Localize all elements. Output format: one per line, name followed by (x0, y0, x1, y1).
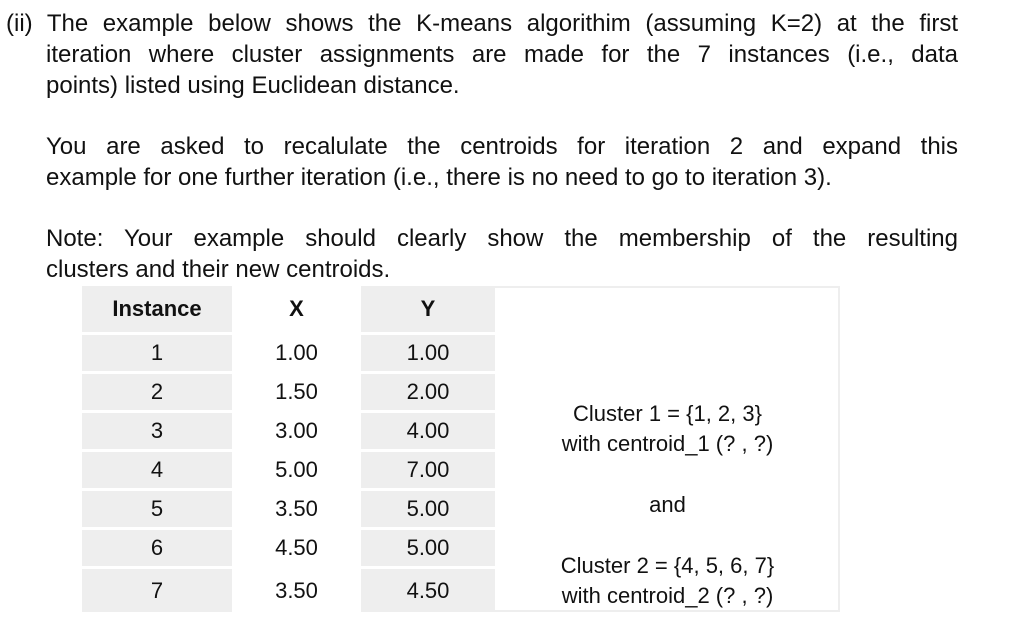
row-2-instance: 2 (82, 374, 232, 410)
cluster-2-members: Cluster 2 = {4, 5, 6, 7} (560, 553, 775, 578)
paragraph-1-line-1: (ii) The example below shows the K-means algorithim (assuming K=2) at the first (6, 10, 958, 37)
kmeans-table (82, 286, 840, 612)
row-2-y: 2.00 (361, 374, 495, 410)
row-5-y: 5.00 (361, 491, 495, 527)
row-4-x: 5.00 (275, 457, 318, 482)
row-6-y: 5.00 (361, 530, 495, 566)
paragraph-2-line-1: You are asked to recalulate the centroids for iteration 2 and expand this (46, 133, 958, 160)
paragraph-3-line-1: Note: Your example should clearly show the membership of the resulting (46, 225, 958, 252)
cluster-1-members: Cluster 1 = {1, 2, 3} (573, 401, 762, 426)
row-3-y: 4.00 (361, 413, 495, 449)
question-paragraph-3 (0, 223, 958, 285)
paragraph-3-line-2: clusters and their new centroids. (46, 256, 391, 283)
row-5-x: 3.50 (275, 496, 318, 521)
header-y: Y (361, 286, 495, 332)
header-x: X (289, 296, 304, 321)
paragraph-1-line-2: iteration where cluster assignments are made for the 7 instances (i.e., data (46, 41, 958, 68)
row-6-instance: 6 (82, 530, 232, 566)
question-paragraph-2 (0, 131, 958, 193)
row-1-instance: 1 (82, 335, 232, 371)
paragraph-2-line-2: example for one further iteration (i.e., there is no need to go to iteration 3). (46, 164, 832, 191)
header-instance: Instance (82, 286, 232, 332)
row-3-x: 3.00 (275, 418, 318, 443)
row-3-instance: 3 (82, 413, 232, 449)
row-7-instance: 7 (82, 569, 232, 612)
row-6-x: 4.50 (275, 535, 318, 560)
row-5-instance: 5 (82, 491, 232, 527)
row-1-x: 1.00 (275, 340, 318, 365)
cluster-1-centroid: with centroid_1 (? , ?) (561, 431, 774, 456)
cluster-2-centroid: with centroid_2 (? , ?) (561, 583, 774, 608)
row-7-y: 4.50 (361, 569, 495, 612)
row-2-x: 1.50 (275, 379, 318, 404)
row-7-x: 3.50 (275, 577, 318, 603)
row-4-instance: 4 (82, 452, 232, 488)
row-4-y: 7.00 (361, 452, 495, 488)
paragraph-1-line-3: points) listed using Euclidean distance. (46, 72, 460, 99)
question-paragraph-1 (0, 8, 958, 101)
cluster-connector: and (649, 492, 686, 517)
row-1-y: 1.00 (361, 335, 495, 371)
